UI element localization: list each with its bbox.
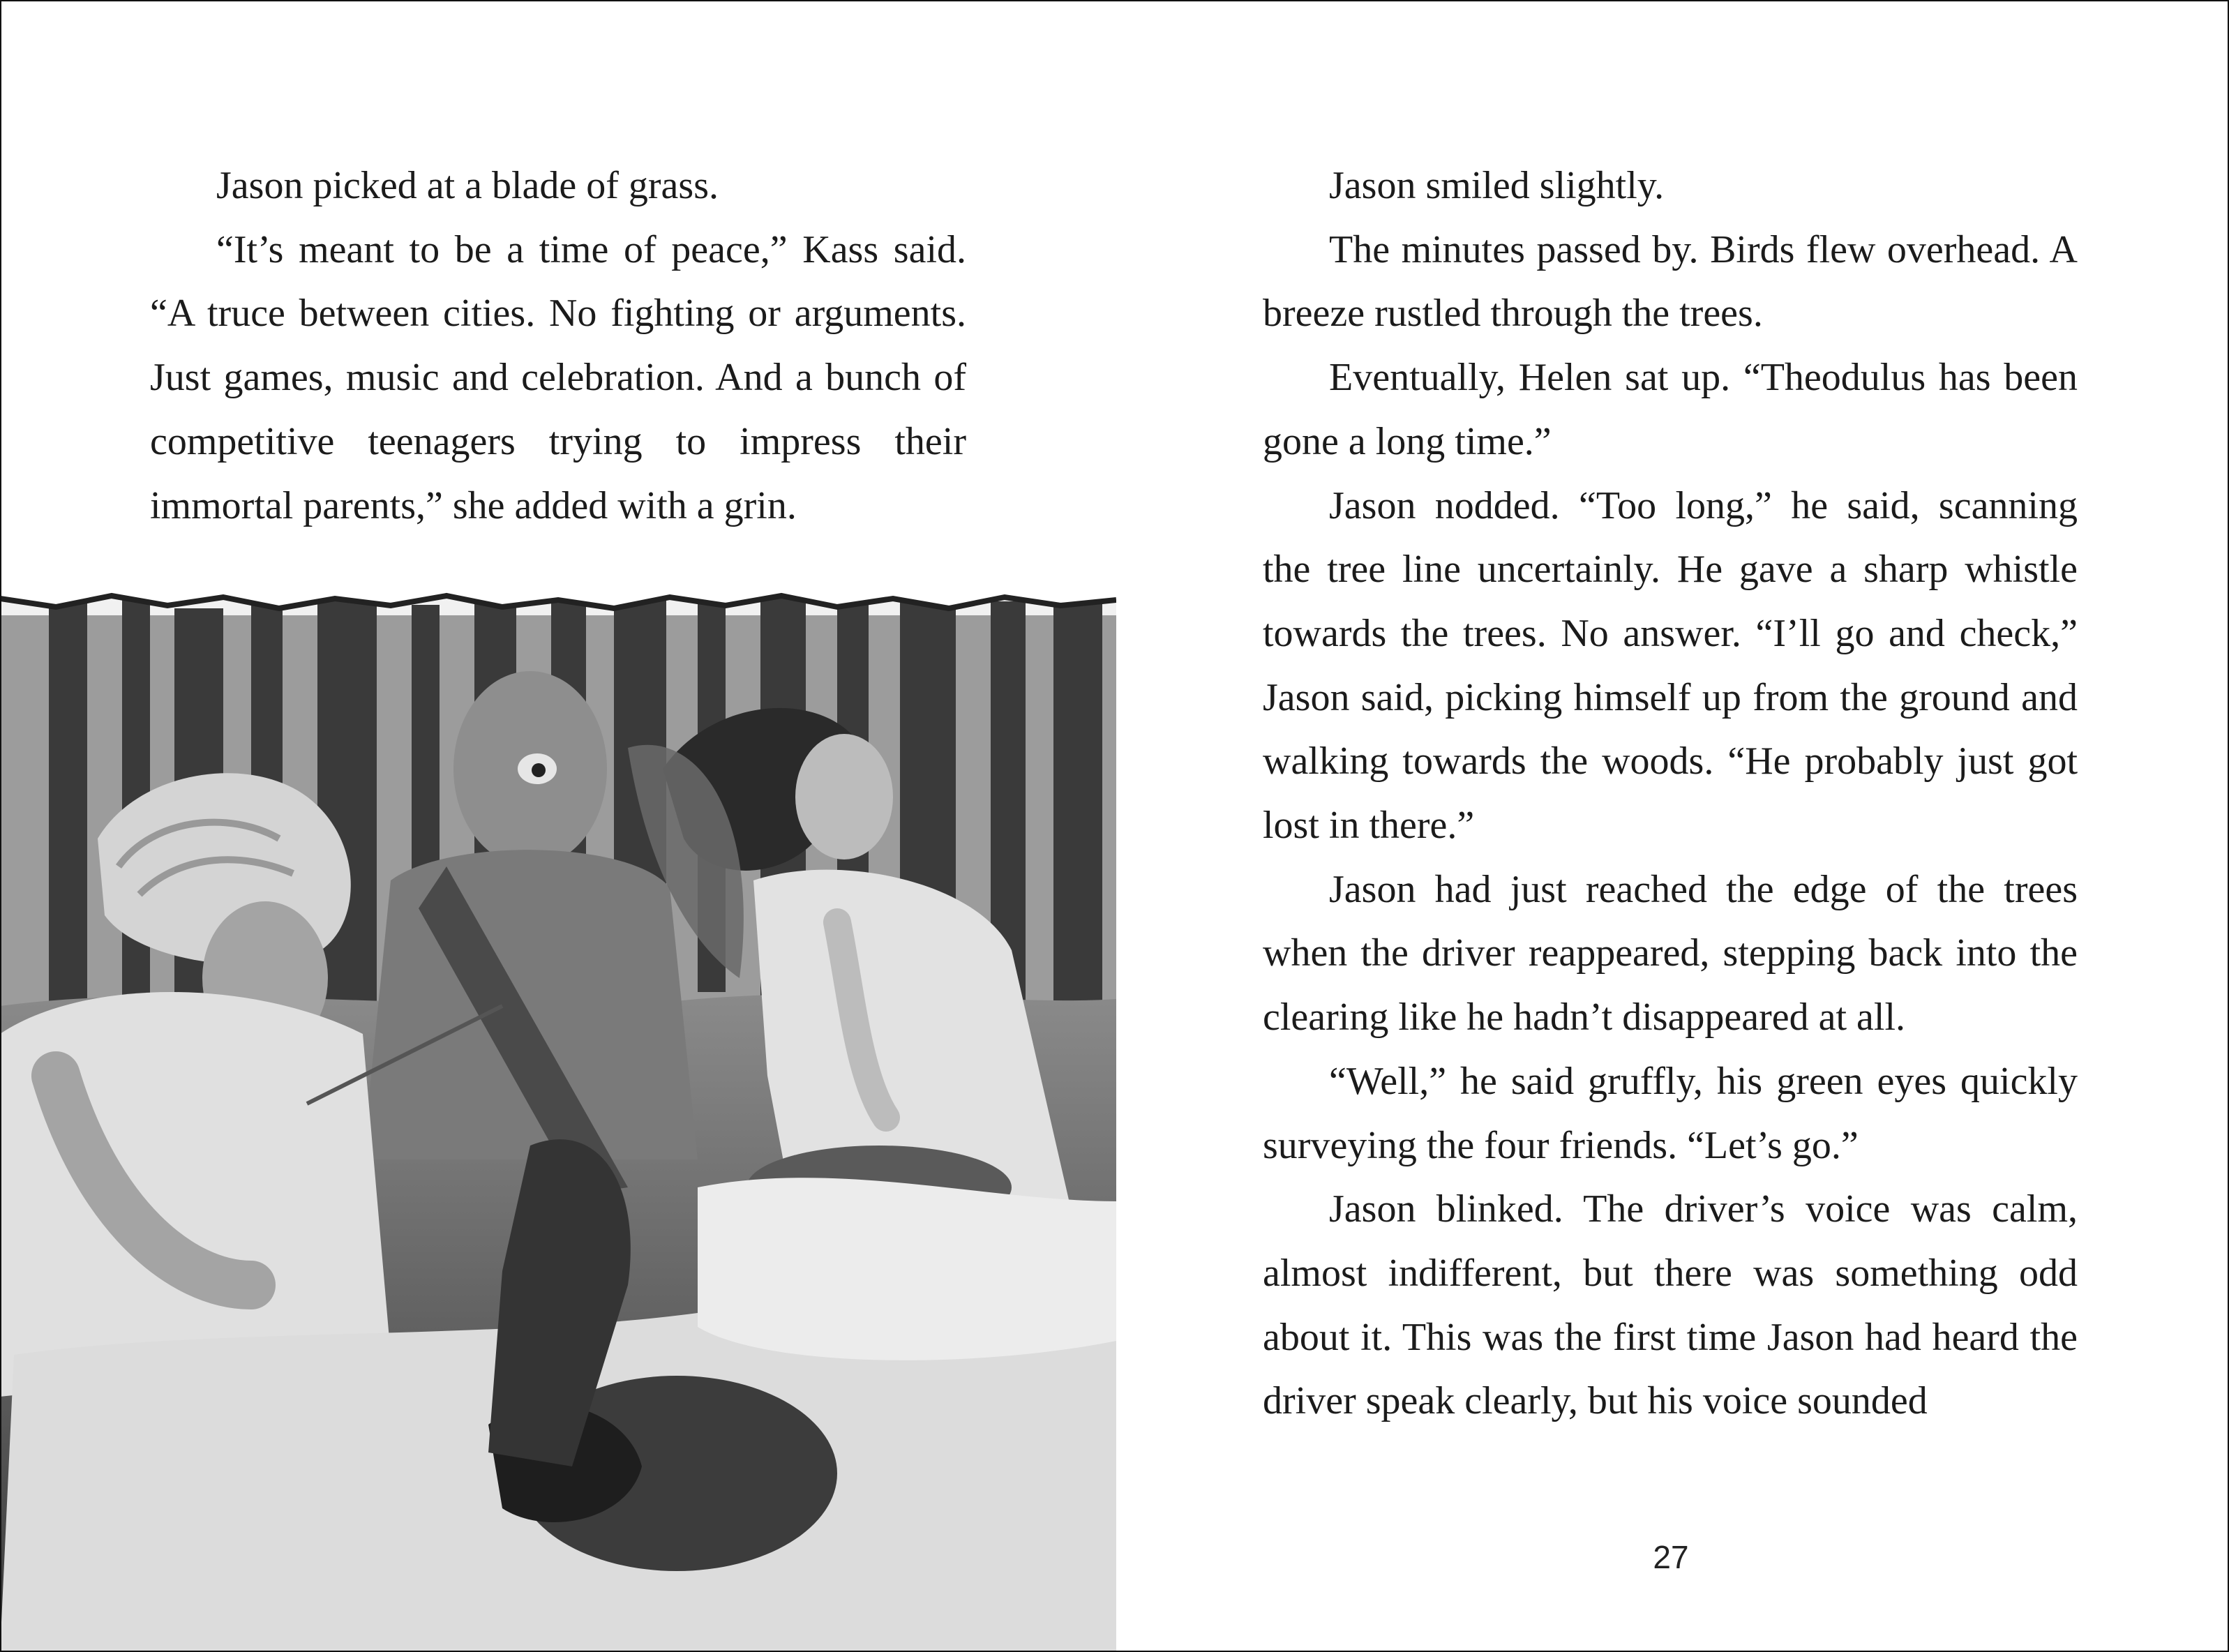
paragraph: Jason smiled slightly. — [1329, 164, 1665, 207]
left-page-text — [150, 154, 966, 538]
paragraph: Jason blinked. The driver’s voice was calm, almost indifferent, but there was something odd about it. This was the first time Jason had heard the driver speak clearly, but his voice sounded — [1263, 1187, 2078, 1423]
paragraph: Jason nodded. “Too long,” he said, scanning the tree line uncertainly. He gave a sharp whistle towards the trees. No answer. “I’ll go and check,” Jason said, picking himself up from the ground and walking towards the woods. “He probably just got lost in there.” — [1263, 483, 2078, 848]
illustration-friends-resting — [0, 587, 1116, 1652]
paragraph: The minutes passed by. Birds flew overhead. A breeze rustled through the trees. — [1263, 227, 2078, 336]
paragraph: Jason picked at a blade of grass. — [216, 164, 719, 207]
paragraph: Eventually, Helen sat up. “Theodulus has been gone a long time.” — [1263, 356, 2078, 463]
paragraph: Jason had just reached the edge of the trees when the driver reappeared, stepping back into the clearing like he hadn’t disappeared at all. — [1263, 867, 2078, 1039]
right-page-text — [1263, 154, 2078, 1434]
paragraph: “It’s meant to be a time of peace,” Kass said. “A truce between cities. No fighting or arguments. Just games, music and celebration. And a bunch of competitive teenagers trying to impress their immortal parents,” she added with a grin. — [150, 227, 966, 527]
paragraph: “Well,” he said gruffly, his green eyes quickly surveying the four friends. “Let’s go.” — [1263, 1059, 2078, 1167]
page-number: 27 — [1653, 1539, 1689, 1575]
